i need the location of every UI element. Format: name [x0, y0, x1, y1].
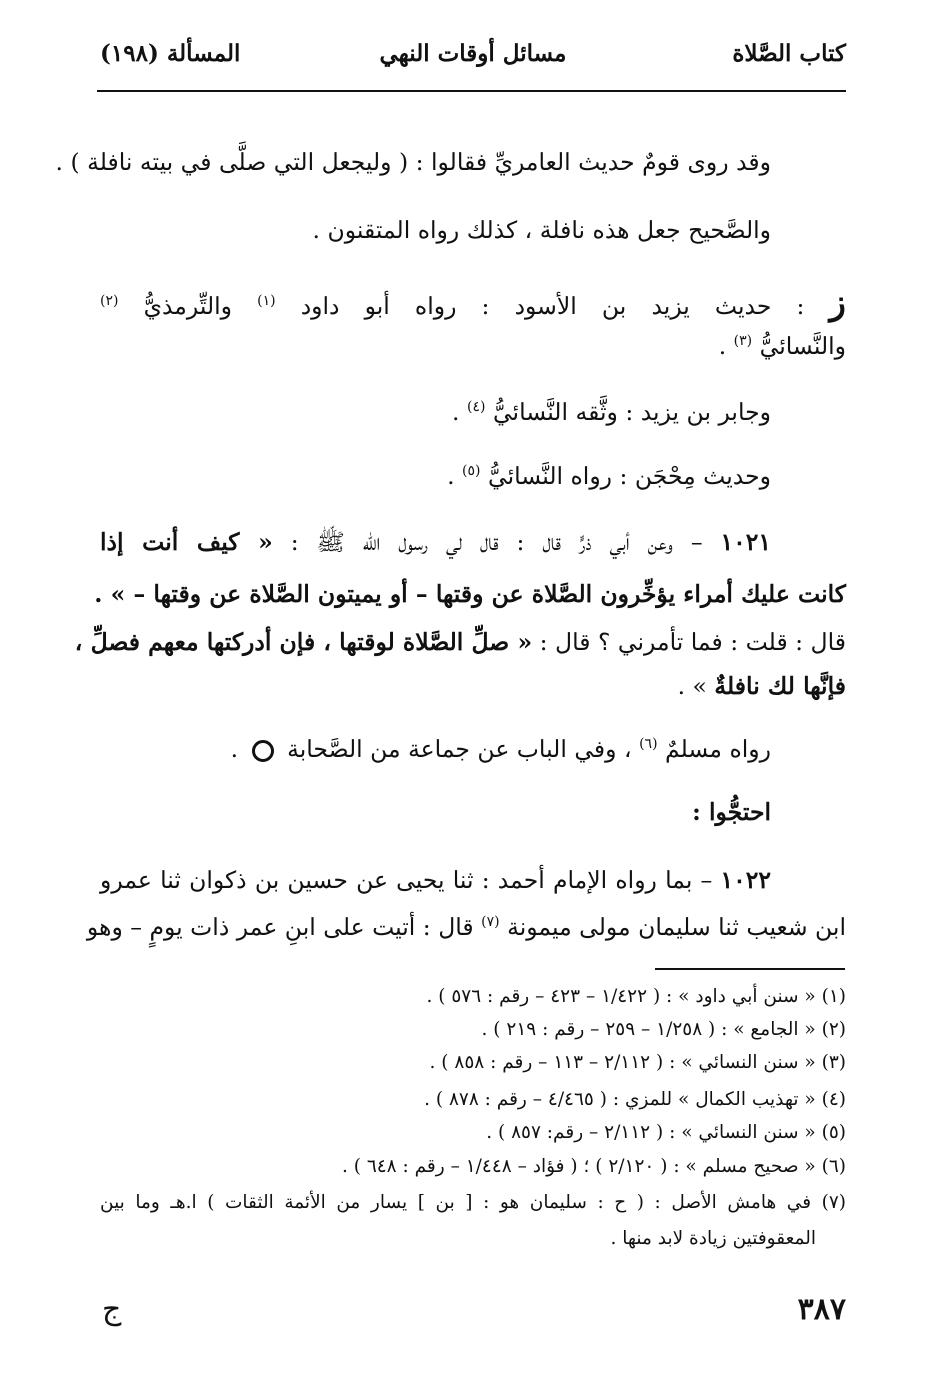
footnote: (١) « سنن أبي داود » : ( ١/٤٢٢ – ٤٢٣ – رقم : ٥٧٦ ) . — [426, 986, 846, 1007]
running-header-issue: المسألة (١٩٨) — [100, 40, 241, 67]
footnote-ref: (٤) — [467, 399, 486, 416]
hadith-1022-line: ابن شعيب ثنا سليمان مولى ميمونة $^{(٧)}$ قال : أتيت على ابنِ عمر ذات يومٍ – وهو — [86, 913, 846, 941]
body-line: وجابر بن يزيد : وثَّقه النَّسائيُّ $^{(٤)}$ . — [452, 398, 771, 426]
hadith-number: ١٠٢١ — [720, 528, 771, 556]
body-line: والصَّحيح جعل هذه نافلة ، كذلك رواه المتقنون . — [312, 216, 771, 244]
hadith-1021-line: ١٠٢١ – وعن أبي ذرٍّ قال : قال لي رسول الله ﷺ : « كيف أنت إذا — [100, 528, 771, 556]
footnote-rule — [655, 968, 845, 970]
footnote: (٢) « الجامع » : ( ١/٢٥٨ – ٢٥٩ – رقم : ٢١٩ ) . — [481, 1019, 846, 1040]
body-line: وقد روى قومٌ حديث العامريِّ فقالوا : ( وليجعل التي صلَّى في بيته نافلة ) . — [55, 148, 771, 176]
page-number: ٣٨٧ — [797, 1292, 846, 1327]
footnote: (٥) « سنن النسائي » : ( ٢/١١٢ – رقم: ٨٥٧ ) . — [486, 1122, 846, 1143]
body-line: وحديث مِحْجَن : رواه النَّسائيُّ $^{(٥)}$ . — [447, 462, 771, 490]
footnote-ref: (٧) — [481, 914, 500, 931]
body-line: رواه مسلمٌ $^{(٦)}$ ، وفي الباب عن جماعة من الصَّحابة . — [230, 735, 771, 763]
footnote-ref: (١) — [257, 293, 276, 310]
radiyallahu-anhum-symbol — [252, 740, 274, 762]
footnote-ref: (٦) — [639, 736, 658, 753]
section-heading: احتجُّوا : — [692, 798, 771, 826]
footnote-ref: (٥) — [462, 463, 481, 480]
footnote-ref: (٢) — [100, 293, 119, 310]
footnote: (٧) في هامش الأصل : ( ح : سليمان هو : [ بن ] يسار من الأئمة الثقات ) ا.هـ وما بين — [100, 1192, 846, 1213]
hadith-1022-line: ١٠٢٢ – بما رواه الإمام أحمد : ثنا يحيى عن حسين بن ذكوان ثنا عمرو — [100, 866, 771, 894]
header-rule — [97, 90, 846, 92]
footnote-ref: (٣) — [733, 333, 753, 350]
hadith-1021-line: قال : قلت : فما تأمرني ؟ قال : « صلِّ الصَّلاة لوقتها ، فإن أدركتها معهم فصلِّ ، — [74, 628, 846, 656]
body-line: ز : حديث يزيد بن الأسود : رواه أبو داود $^{(١)}$ والتِّرمذيُّ $^{(٢)}$ — [100, 283, 846, 323]
hadith-1021-line: كانت عليك أمراء يؤخِّرون الصَّلاة عن وقتها – أو يميتون الصَّلاة عن وقتها – » . — [94, 580, 846, 608]
response-marker: ز — [829, 283, 846, 323]
signature-mark: ج — [102, 1292, 122, 1327]
footnote: (٣) « سنن النسائي » : ( ٢/١١٢ – ١١٣ – رقم : ٨٥٨ ) . — [429, 1052, 846, 1073]
footnote: (٤) « تهذيب الكمال » للمزي : ( ٤/٤٦٥ – رقم : ٨٧٨ ) . — [424, 1089, 846, 1110]
footnote-continuation: المعقوفتين زيادة لابد منها . — [610, 1228, 816, 1249]
running-header-book: كتاب الصَّلاة — [732, 40, 846, 67]
body-line: والنَّسائيُّ $^{(٣)}$ . — [718, 332, 846, 360]
hadith-number: ١٠٢٢ — [720, 866, 771, 894]
running-header-chapter: مسائل أوقات النهي — [379, 40, 567, 67]
hadith-1021-line: فإنَّها لك نافلةٌ » . — [677, 672, 846, 700]
footnote: (٦) « صحيح مسلم » : ( ٢/١٢٠ ) ؛ ( فؤاد – ١/٤٤٨ – رقم : ٦٤٨ ) . — [341, 1156, 846, 1177]
